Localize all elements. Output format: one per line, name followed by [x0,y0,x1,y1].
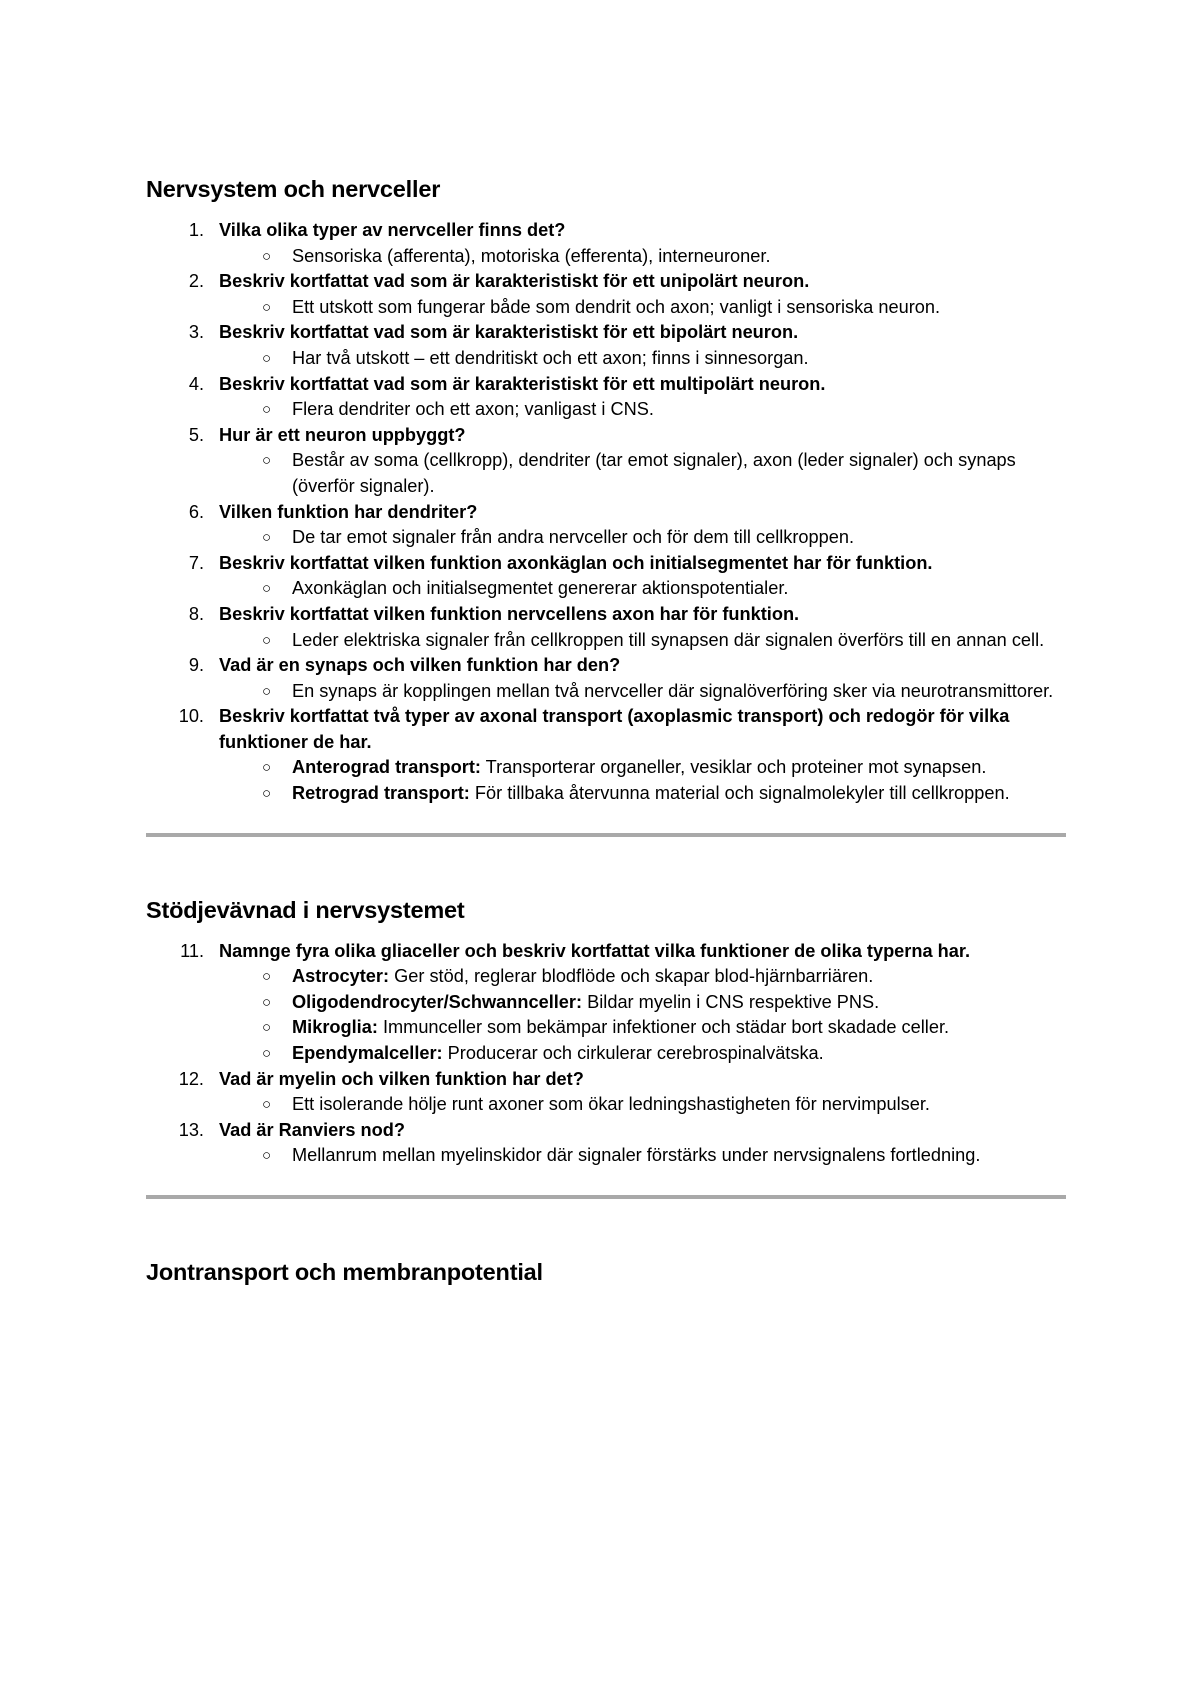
answer-item [219,525,1066,551]
bullet-circle-icon: ○ [262,529,272,547]
question-text: Beskriv kortfattat två typer av axonal transport (axoplasmic transport) och redogör för vilka funktioner de har. [219,706,1010,752]
answer-text: Sensoriska (afferenta), motoriska (efferenta), interneuroner. [292,245,771,266]
answer-item [219,755,1066,781]
answer-list [219,576,1066,602]
answer-term: Ependymalceller: [292,1043,443,1064]
answer-text: För tillbaka återvunna material och signalmolekyler till cellkroppen. [469,783,1010,804]
question-text: Vilka olika typer av nervceller finns det? [219,220,566,240]
answer-list [219,628,1066,654]
question-number: 11. [180,940,204,961]
answer-list [219,1143,1066,1169]
answer-item [219,397,1066,423]
question-item [146,218,1066,269]
answer-text: Producerar och cirkulerar cerebrospinalvätska. [442,1043,824,1064]
answer-text: Leder elektriska signaler från cellkroppen till synapsen där signalen överförs till en annan cell. [292,629,1045,650]
question-text: Hur är ett neuron uppbyggt? [219,424,466,445]
answer-term: Astrocyter: [292,966,390,987]
answer-item [219,964,1066,990]
answer-text: Bildar myelin i CNS respektive PNS. [582,991,880,1012]
answer-text: Flera dendriter och ett axon; vanligast i CNS. [292,399,654,420]
question-item [146,1118,1066,1169]
bullet-circle-icon: ○ [262,580,272,598]
answer-item [219,1092,1066,1118]
question-item [146,320,1066,371]
question-number: 12. [178,1068,204,1089]
answer-item [219,679,1066,705]
answer-text: Ett isolerande hölje runt axoner som ökar ledningshastigheten för nervimpulser. [292,1094,930,1115]
question-item [146,704,1066,806]
question-number: 4. [188,373,204,394]
question-text: Beskriv kortfattat vad som är karakteristiskt för ett multipolärt neuron. [219,373,826,394]
question-item [146,939,1066,1067]
bullet-circle-icon: ○ [262,349,272,367]
question-item [146,269,1066,320]
answer-text: Axonkäglan och initialsegmentet genererar aktionspotentialer. [292,578,789,599]
question-text: Beskriv kortfattat vad som är karakteristiskt för ett unipolärt neuron. [219,271,810,292]
question-number: 10. [178,706,204,727]
question-number: 3. [188,322,204,343]
question-number: 7. [188,552,204,573]
bullet-circle-icon: ○ [262,785,272,803]
answer-list [219,448,1066,499]
question-text: Beskriv kortfattat vilken funktion axonkäglan och initialsegmentet har för funktion. [219,552,933,573]
answer-item [219,346,1066,372]
answer-list [219,397,1066,423]
question-text: Namnge fyra olika gliaceller och beskriv kortfattat vilka funktioner de olika typerna har. [219,940,970,961]
question-number: 13. [178,1119,204,1140]
answer-text: En synaps är kopplingen mellan två nervceller där signalöverföring sker via neurotransmittorer. [292,680,1054,701]
answer-text: Mellanrum mellan myelinskidor där signaler förstärks under nervsignalens fortledning. [292,1145,981,1166]
answer-item [219,628,1066,654]
bullet-circle-icon: ○ [262,1096,272,1114]
question-text: Beskriv kortfattat vad som är karakteristiskt för ett bipolärt neuron. [219,322,799,343]
question-item [146,653,1066,704]
question-item [146,423,1066,500]
answer-list [219,1092,1066,1118]
document-page [146,172,1066,1289]
section-title-stodjevavnad: Stödjevävnad i nervsystemet [146,896,465,923]
question-item [146,551,1066,602]
answer-item [219,1041,1066,1067]
answer-item [219,990,1066,1016]
answer-item [219,781,1066,807]
answer-item [219,576,1066,602]
answer-list [219,525,1066,551]
answer-item [219,448,1066,499]
question-item [146,500,1066,551]
horizontal-divider [146,1195,1066,1199]
question-number: 8. [188,603,204,624]
question-item [146,602,1066,653]
bullet-circle-icon: ○ [262,1019,272,1037]
horizontal-divider [146,833,1066,837]
answer-item [219,244,1066,270]
bullet-circle-icon: ○ [262,759,272,777]
bullet-circle-icon: ○ [262,993,272,1011]
answer-term: Mikroglia: [292,1017,378,1038]
bullet-circle-icon: ○ [262,968,272,986]
question-text: Vilken funktion har dendriter? [219,501,478,522]
bullet-circle-icon: ○ [262,247,272,265]
bullet-circle-icon: ○ [262,401,272,419]
answer-text: De tar emot signaler från andra nervceller och för dem till cellkroppen. [292,527,855,548]
section-title-nervsystem: Nervsystem och nervceller [146,176,441,202]
bullet-circle-icon: ○ [262,1045,272,1063]
answer-text: Består av soma (cellkropp), dendriter (tar emot signaler), axon (leder signaler) och synaps (överför signaler). [292,450,1016,496]
answer-list [219,679,1066,705]
answer-list [219,964,1066,1066]
bullet-circle-icon: ○ [262,1147,272,1165]
question-number: 5. [188,424,204,445]
question-number: 6. [188,501,204,522]
question-list [146,218,1066,807]
answer-list [219,244,1066,270]
answer-term: Oligodendrocyter/Schwannceller: [292,991,583,1012]
answer-term: Retrograd transport: [292,783,470,804]
answer-term: Anterograd transport: [292,757,481,778]
answer-text: Ett utskott som fungerar både som dendrit och axon; vanligt i sensoriska neuron. [292,296,941,317]
section-title-jontransport: Jontransport och membranpotential [146,1259,543,1285]
answer-list [219,295,1066,321]
question-number: 9. [188,655,204,676]
answer-text: Ger stöd, reglerar blodflöde och skapar blod-hjärnbarriären. [389,966,874,987]
answer-item [219,295,1066,321]
bullet-circle-icon: ○ [262,452,272,470]
question-item [146,372,1066,423]
bullet-circle-icon: ○ [262,682,272,700]
answer-text: Har två utskott – ett dendritiskt och ett axon; finns i sinnesorgan. [292,347,809,368]
question-list [146,939,1066,1169]
answer-list [219,346,1066,372]
question-item [146,1067,1066,1118]
bullet-circle-icon: ○ [262,631,272,649]
question-number: 1. [188,220,204,240]
question-text: Beskriv kortfattat vilken funktion nervcellens axon har för funktion. [219,603,800,624]
answer-text: Immunceller som bekämpar infektioner och städar bort skadade celler. [377,1017,950,1038]
answer-item [219,1143,1066,1169]
answer-list [219,755,1066,806]
answer-text: Transporterar organeller, vesiklar och proteiner mot synapsen. [480,757,987,778]
bullet-circle-icon: ○ [262,298,272,316]
question-text: Vad är myelin och vilken funktion har det? [219,1068,584,1089]
answer-item [219,1015,1066,1041]
question-text: Vad är en synaps och vilken funktion har den? [219,655,621,676]
question-text: Vad är Ranviers nod? [219,1119,405,1140]
question-number: 2. [188,271,204,292]
